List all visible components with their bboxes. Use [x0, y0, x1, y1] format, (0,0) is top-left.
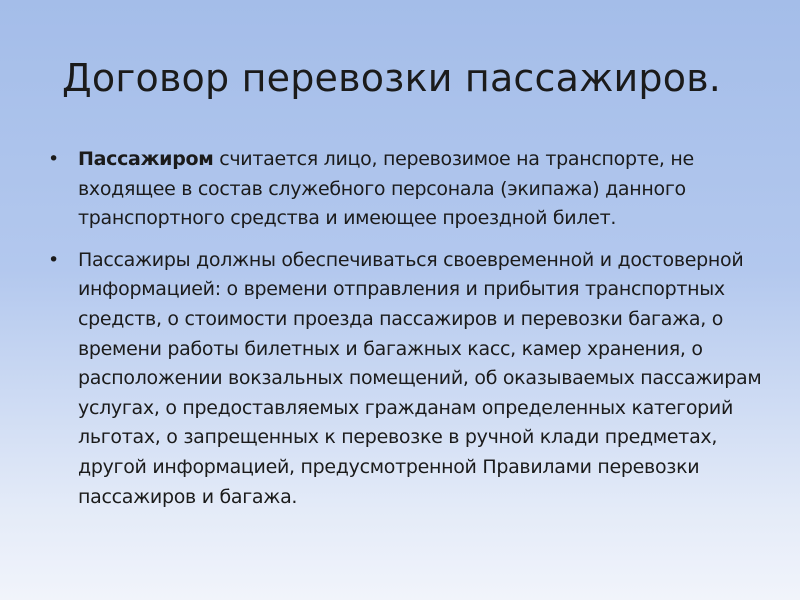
- slide-title: Договор перевозки пассажиров.: [62, 56, 722, 100]
- bullet-item-passenger-information: [48, 246, 768, 512]
- bullet-list: [48, 145, 768, 524]
- bullet-item-passenger-definition: [48, 145, 768, 234]
- bullet-icon: •: [48, 148, 59, 170]
- bullet-text: Пассажиры должны обеспечиваться своевременной и достоверной информацией: о времени отправления и прибытия транспортных средств, о стоимости проезда пассажиров и перевозки багажа, о времени работы билетных и багажных касс, камер хранения, о расположении вокзальных помещений, об оказываемых пассажирам услугах, о предоставляемых гражданам определенных категорий льготах, о запрещенных к перевозке в ручной клади предметах, другой информацией, предусмотренной Правилами перевозки пассажиров и багажа.: [78, 248, 762, 508]
- bullet-icon: •: [48, 248, 59, 271]
- term-passenger: Пассажиром: [78, 148, 214, 170]
- bullet-text: считается лицо, перевозимое на транспорте, не входящее в состав служебного персонала (экипажа) данного транспортного средства и имеющее проездной билет.: [78, 148, 694, 230]
